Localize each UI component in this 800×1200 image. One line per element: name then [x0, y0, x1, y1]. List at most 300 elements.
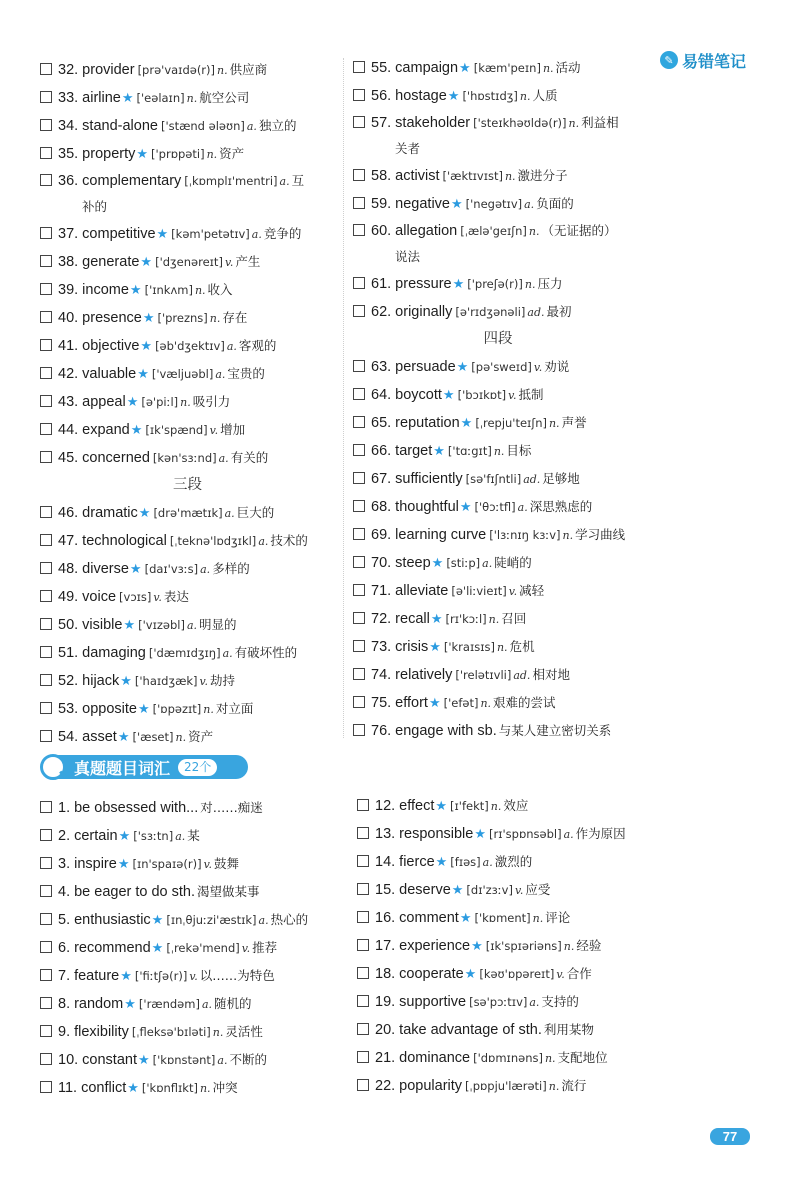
part-of-speech: a. — [258, 535, 269, 548]
star-icon: ★ — [127, 1080, 139, 1095]
vocab-item — [357, 820, 657, 848]
phonetic: [əb'dʒektɪv] — [155, 339, 225, 353]
item-number: 59. — [371, 196, 392, 212]
chinese-meaning: 效应 — [503, 798, 529, 813]
chinese-meaning: 鼓舞 — [213, 856, 239, 871]
checkbox[interactable] — [40, 562, 52, 574]
checkbox[interactable] — [40, 367, 52, 379]
item-number: 62. — [371, 304, 392, 320]
vocab-item — [353, 633, 643, 661]
chinese-meaning: 劝说 — [544, 359, 570, 374]
part-of-speech: a. — [200, 563, 211, 576]
phonetic: [vɔɪs] — [119, 590, 152, 604]
phonetic: ['haɪdʒæk] — [134, 674, 198, 688]
phonetic: ['bɔɪkɒt] — [457, 388, 507, 402]
checkbox[interactable] — [40, 255, 52, 267]
checkbox[interactable] — [40, 63, 52, 75]
part-of-speech: n. — [180, 396, 191, 409]
checkbox[interactable] — [357, 827, 369, 839]
vocab-item — [353, 605, 643, 633]
item-number: 17. — [375, 938, 396, 954]
star-icon: ★ — [117, 856, 130, 871]
phonetic: [ɪn'spaɪə(r)] — [132, 857, 202, 871]
part-of-speech: a. — [246, 120, 257, 133]
checkbox[interactable] — [357, 1051, 369, 1063]
word: stand-alone — [82, 118, 158, 134]
chinese-meaning: 召回 — [501, 611, 527, 626]
checkbox[interactable] — [357, 883, 369, 895]
vocab-item — [40, 56, 335, 84]
item-number: 51. — [58, 645, 79, 661]
chinese-meaning: 资产 — [188, 729, 214, 744]
word: pressure — [395, 276, 452, 292]
chinese-meaning-continued: 说法 — [395, 249, 421, 264]
item-number: 55. — [371, 60, 392, 76]
chinese-meaning: 航空公司 — [199, 90, 250, 105]
section-banner — [44, 755, 248, 779]
chinese-meaning: 竞争的 — [263, 226, 302, 241]
vocab-item — [40, 555, 335, 583]
checkbox[interactable] — [40, 1081, 52, 1093]
item-number: 4. — [58, 884, 71, 900]
part-of-speech: n. — [199, 1082, 211, 1095]
phonetic: [kən'sɜːnd] — [152, 451, 217, 465]
checkbox[interactable] — [353, 169, 365, 181]
checkbox[interactable] — [353, 416, 365, 428]
checkbox[interactable] — [40, 913, 52, 925]
word: sufficiently — [395, 471, 463, 487]
item-number: 10. — [58, 1052, 79, 1068]
item-number: 18. — [375, 966, 396, 982]
checkbox[interactable] — [353, 612, 365, 624]
vocab-item — [40, 934, 350, 962]
chinese-meaning: 独立的 — [258, 118, 297, 133]
item-number: 44. — [58, 422, 79, 438]
vocab-item — [353, 218, 643, 270]
checkbox[interactable] — [40, 829, 52, 841]
word: deserve — [399, 882, 451, 898]
chinese-meaning-continued: 补的 — [82, 199, 108, 214]
word: dominance — [399, 1050, 471, 1066]
vocab-item — [357, 792, 657, 820]
part-of-speech: n. — [504, 170, 516, 183]
checkbox[interactable] — [357, 1023, 369, 1035]
item-number: 66. — [371, 443, 392, 459]
word: appeal — [82, 394, 126, 410]
phonetic: ['væljuəbl] — [151, 367, 214, 381]
star-icon: ★ — [451, 196, 463, 211]
item-number: 37. — [58, 226, 79, 242]
chinese-meaning: 对……痴迷 — [200, 800, 263, 815]
chinese-meaning: 推荐 — [252, 940, 278, 955]
checkbox[interactable] — [353, 61, 365, 73]
part-of-speech: n. — [217, 64, 228, 77]
checkbox[interactable] — [40, 283, 52, 295]
phonetic: [ˌælə'geɪʃn] — [460, 224, 527, 238]
part-of-speech: n. — [568, 117, 580, 130]
item-number: 68. — [371, 499, 392, 515]
star-icon: ★ — [120, 673, 132, 688]
vocab-item — [40, 360, 335, 388]
word: allegation — [395, 223, 458, 239]
part-of-speech: v. — [533, 361, 543, 374]
part-of-speech: a. — [217, 1054, 228, 1067]
word: conflict — [81, 1080, 127, 1096]
checkbox[interactable] — [40, 339, 52, 351]
checkbox[interactable] — [40, 227, 52, 239]
checkbox[interactable] — [40, 646, 52, 658]
phonetic: ['tɑːgɪt] — [447, 444, 492, 458]
chinese-meaning: 与某人建立密切关系 — [498, 723, 612, 738]
chinese-meaning: 表达 — [163, 589, 189, 604]
vocab-item — [353, 381, 643, 409]
chinese-meaning: 有破坏性的 — [234, 645, 298, 660]
phonetic: [ˌkɒmplɪ'mentri] — [184, 174, 278, 188]
star-icon: ★ — [126, 394, 139, 409]
part-of-speech: n. — [480, 697, 492, 710]
star-icon: ★ — [447, 88, 460, 103]
vocab-item — [353, 298, 643, 326]
part-of-speech: v. — [514, 884, 524, 897]
star-icon: ★ — [120, 968, 132, 983]
phonetic: ['rændəm] — [138, 997, 200, 1011]
star-icon: ★ — [142, 310, 155, 325]
checkbox[interactable] — [353, 116, 365, 128]
chinese-meaning: 足够地 — [542, 471, 580, 486]
part-of-speech: n. — [490, 800, 502, 813]
checkbox[interactable] — [40, 534, 52, 546]
checkbox[interactable] — [357, 967, 369, 979]
part-of-speech: v. — [508, 389, 517, 402]
phonetic: [ɪk'spɪəriəns] — [485, 939, 562, 953]
checkbox[interactable] — [40, 857, 52, 869]
part-of-speech: a. — [218, 452, 229, 465]
part-of-speech: v. — [224, 256, 234, 269]
word: fierce — [399, 854, 435, 870]
phonetic: [dɪ'zɜːv] — [466, 883, 513, 897]
vocab-item — [357, 848, 657, 876]
item-number: 32. — [58, 62, 79, 78]
word: damaging — [82, 645, 146, 661]
phonetic: ['negətɪv] — [465, 197, 523, 211]
part-of-speech: n. — [186, 92, 198, 105]
star-icon: ★ — [156, 226, 169, 241]
part-of-speech: a. — [222, 647, 233, 660]
word: hijack — [82, 673, 120, 689]
part-of-speech: n. — [519, 90, 531, 103]
part-of-speech: ad. — [523, 473, 541, 486]
phonetic: ['prezns] — [157, 311, 208, 325]
star-icon: ★ — [124, 996, 136, 1011]
item-number: 9. — [58, 1024, 71, 1040]
checkbox[interactable] — [40, 618, 52, 630]
item-number: 65. — [371, 415, 392, 431]
word: target — [395, 443, 433, 459]
part-of-speech: n. — [548, 417, 560, 430]
vocab-item — [357, 1044, 657, 1072]
item-number: 63. — [371, 359, 392, 375]
checkbox[interactable] — [40, 395, 52, 407]
star-icon: ★ — [137, 366, 149, 381]
checkbox[interactable] — [353, 640, 365, 652]
phonetic: ['kɒment] — [474, 911, 531, 925]
chinese-meaning: 不断的 — [229, 1052, 267, 1067]
checkbox[interactable] — [353, 388, 365, 400]
part-of-speech: a. — [482, 557, 493, 570]
chinese-meaning: 人质 — [532, 88, 558, 103]
item-number: 48. — [58, 561, 79, 577]
word: activist — [395, 168, 440, 184]
phonetic: ['prɒpəti] — [151, 147, 205, 161]
star-icon: ★ — [140, 254, 153, 269]
vocab-item — [353, 521, 643, 549]
section-count-badge: 22个 — [178, 759, 217, 776]
chinese-meaning: 评论 — [545, 910, 571, 925]
chinese-meaning: 随机的 — [214, 996, 252, 1011]
word: property — [82, 146, 136, 162]
item-number: 16. — [375, 910, 396, 926]
star-icon: ★ — [117, 729, 130, 744]
vocab-item — [40, 140, 335, 168]
star-icon: ★ — [474, 826, 486, 841]
item-number: 52. — [58, 673, 79, 689]
checkbox[interactable] — [40, 969, 52, 981]
checkbox[interactable] — [40, 506, 52, 518]
item-number: 60. — [371, 223, 392, 239]
checkbox[interactable] — [353, 277, 365, 289]
chinese-meaning: 灵活性 — [225, 1024, 263, 1039]
word: recall — [395, 611, 430, 627]
checkbox[interactable] — [353, 305, 365, 317]
vocab-item — [40, 639, 335, 667]
vocab-item — [353, 82, 643, 110]
item-number: 57. — [371, 115, 392, 131]
checkbox[interactable] — [357, 995, 369, 1007]
word: originally — [395, 304, 453, 320]
star-icon: ★ — [430, 611, 443, 626]
chinese-meaning: 利用某物 — [543, 1022, 594, 1037]
vocab-list-col2 — [353, 54, 643, 745]
chinese-meaning: 对立面 — [215, 701, 254, 716]
checkbox[interactable] — [40, 147, 52, 159]
checkbox[interactable] — [40, 451, 52, 463]
checkbox[interactable] — [353, 696, 365, 708]
checkbox[interactable] — [353, 444, 365, 456]
chinese-meaning: 增加 — [220, 422, 246, 437]
item-number: 13. — [375, 826, 396, 842]
phonetic: [sə'fɪʃntli] — [465, 472, 522, 486]
chinese-meaning: 热心的 — [270, 912, 309, 927]
chinese-meaning: 相对地 — [532, 667, 570, 682]
star-icon: ★ — [451, 882, 464, 897]
vocab-item — [353, 190, 643, 218]
paragraph-heading: 三段 — [173, 477, 202, 493]
checkbox[interactable] — [357, 1079, 369, 1091]
phonetic: [ə'rɪdʒənəli] — [455, 305, 526, 319]
checkbox[interactable] — [357, 911, 369, 923]
part-of-speech: a. — [215, 368, 226, 381]
checkbox[interactable] — [40, 91, 52, 103]
vocab-item — [357, 904, 657, 932]
checkbox[interactable] — [40, 174, 52, 186]
checkbox[interactable] — [353, 472, 365, 484]
item-number: 71. — [371, 583, 392, 599]
item-number: 34. — [58, 118, 79, 134]
checkbox[interactable] — [40, 730, 52, 742]
vocab-item — [40, 388, 335, 416]
checkbox[interactable] — [353, 556, 365, 568]
phonetic: ['lɜːnɪŋ kɜːv] — [489, 528, 561, 542]
phonetic: [pə'sweɪd] — [471, 360, 532, 374]
vocab-item — [353, 353, 643, 381]
chinese-meaning: 减轻 — [519, 583, 545, 598]
checkbox[interactable] — [40, 941, 52, 953]
part-of-speech: n. — [562, 529, 574, 542]
chinese-meaning: 渴望做某事 — [197, 884, 260, 899]
part-of-speech: ad. — [527, 306, 545, 319]
chinese-meaning: 某 — [187, 828, 200, 843]
vocab-item — [40, 168, 335, 220]
phonetic: [rɪ'spɒnsəbl] — [489, 827, 562, 841]
chinese-meaning: 应受 — [525, 882, 551, 897]
word: certain — [74, 828, 118, 844]
checkbox[interactable] — [40, 1053, 52, 1065]
chinese-meaning: （无证据的） — [541, 223, 617, 238]
chinese-meaning: 支配地位 — [557, 1050, 608, 1065]
word: feature — [74, 968, 120, 984]
phonetic: [ˌteknə'lɒdʒɪkl] — [169, 534, 257, 548]
item-number: 42. — [58, 366, 79, 382]
word: recommend — [74, 940, 151, 956]
item-number: 69. — [371, 527, 392, 543]
star-icon: ★ — [442, 387, 455, 402]
checkbox[interactable] — [40, 311, 52, 323]
part-of-speech: a. — [524, 198, 535, 211]
phonetic: ['dɒmɪnəns] — [473, 1051, 543, 1065]
chinese-meaning: 声誉 — [561, 415, 587, 430]
phonetic: ['æktɪvɪst] — [442, 169, 503, 183]
vocab-item — [353, 493, 643, 521]
part-of-speech: ad. — [513, 669, 531, 682]
item-number: 49. — [58, 589, 79, 605]
item-number: 6. — [58, 940, 71, 956]
item-number: 3. — [58, 856, 71, 872]
chinese-meaning: 多样的 — [212, 561, 250, 576]
phonetic: [ɪnˌθjuːzi'æstɪk] — [166, 913, 257, 927]
word: objective — [82, 338, 140, 354]
chinese-meaning: 压力 — [537, 276, 563, 291]
checkbox[interactable] — [357, 799, 369, 811]
chinese-meaning: 冲突 — [212, 1080, 238, 1095]
item-number: 47. — [58, 533, 79, 549]
checkbox[interactable] — [40, 590, 52, 602]
vocab-item — [353, 54, 643, 82]
chinese-meaning: 艰难的尝试 — [493, 695, 556, 710]
vocab-list-col3 — [40, 794, 350, 1102]
vocab-item — [40, 276, 335, 304]
vocab-item — [40, 332, 335, 360]
checkbox[interactable] — [353, 224, 365, 236]
phonetic: [ˌfleksə'bɪləti] — [131, 1025, 211, 1039]
phonetic: [fɪəs] — [450, 855, 481, 869]
word: inspire — [74, 856, 117, 872]
checkbox[interactable] — [40, 1025, 52, 1037]
chinese-meaning: 最初 — [546, 304, 572, 319]
chinese-meaning: 负面的 — [536, 196, 574, 211]
vocab-item — [353, 270, 643, 298]
checkbox[interactable] — [357, 939, 369, 951]
checkbox[interactable] — [353, 360, 365, 372]
checkbox[interactable] — [353, 668, 365, 680]
part-of-speech: a. — [258, 914, 269, 927]
vocab-item — [40, 220, 335, 248]
part-of-speech: n. — [206, 148, 218, 161]
word: opposite — [82, 701, 137, 717]
checkbox[interactable] — [40, 997, 52, 1009]
part-of-speech: a. — [224, 507, 235, 520]
checkbox[interactable] — [353, 584, 365, 596]
phonetic: [ə'liːvieɪt] — [451, 584, 507, 598]
chinese-meaning: 收入 — [207, 282, 233, 297]
chinese-meaning: 技术的 — [270, 533, 308, 548]
checkbox[interactable] — [40, 674, 52, 686]
checkbox[interactable] — [40, 119, 52, 131]
word: alleviate — [395, 583, 449, 599]
phonetic: [stiːp] — [446, 556, 481, 570]
checkbox[interactable] — [353, 89, 365, 101]
star-icon: ★ — [428, 695, 441, 710]
item-number: 36. — [58, 173, 79, 189]
checkbox[interactable] — [353, 724, 365, 736]
checkbox[interactable] — [357, 855, 369, 867]
vocab-item — [357, 988, 657, 1016]
checkbox[interactable] — [353, 528, 365, 540]
checkbox[interactable] — [40, 702, 52, 714]
chinese-meaning-continued: 关者 — [395, 141, 421, 156]
vocab-item — [353, 717, 643, 745]
word: supportive — [399, 994, 467, 1010]
checkbox[interactable] — [40, 423, 52, 435]
checkbox[interactable] — [40, 885, 52, 897]
vocab-list-col4 — [357, 792, 657, 1100]
item-number: 64. — [371, 387, 392, 403]
star-icon: ★ — [121, 90, 134, 105]
star-icon: ★ — [138, 1052, 150, 1067]
word: take advantage of sth. — [399, 1022, 542, 1038]
part-of-speech: v. — [199, 675, 208, 688]
item-number: 20. — [375, 1022, 396, 1038]
word: generate — [82, 254, 140, 270]
word: boycott — [395, 387, 442, 403]
checkbox[interactable] — [353, 197, 365, 209]
phonetic: [drə'mætɪk] — [153, 506, 223, 520]
item-number: 35. — [58, 146, 79, 162]
checkbox[interactable] — [40, 801, 52, 813]
part-of-speech: n. — [194, 284, 206, 297]
phonetic: ['hɒstɪdʒ] — [462, 89, 518, 103]
chinese-meaning: 资产 — [219, 146, 245, 161]
word: provider — [82, 62, 135, 78]
item-number: 8. — [58, 996, 71, 1012]
word: thoughtful — [395, 499, 459, 515]
phonetic: [ə'piːl] — [141, 395, 179, 409]
chinese-meaning: 利益相 — [581, 115, 619, 130]
chinese-meaning: 学习曲线 — [575, 527, 626, 542]
chinese-meaning: 合作 — [566, 966, 592, 981]
phonetic: ['sɜːtn] — [133, 829, 174, 843]
paragraph-heading: 四段 — [483, 331, 513, 347]
checkbox[interactable] — [353, 500, 365, 512]
